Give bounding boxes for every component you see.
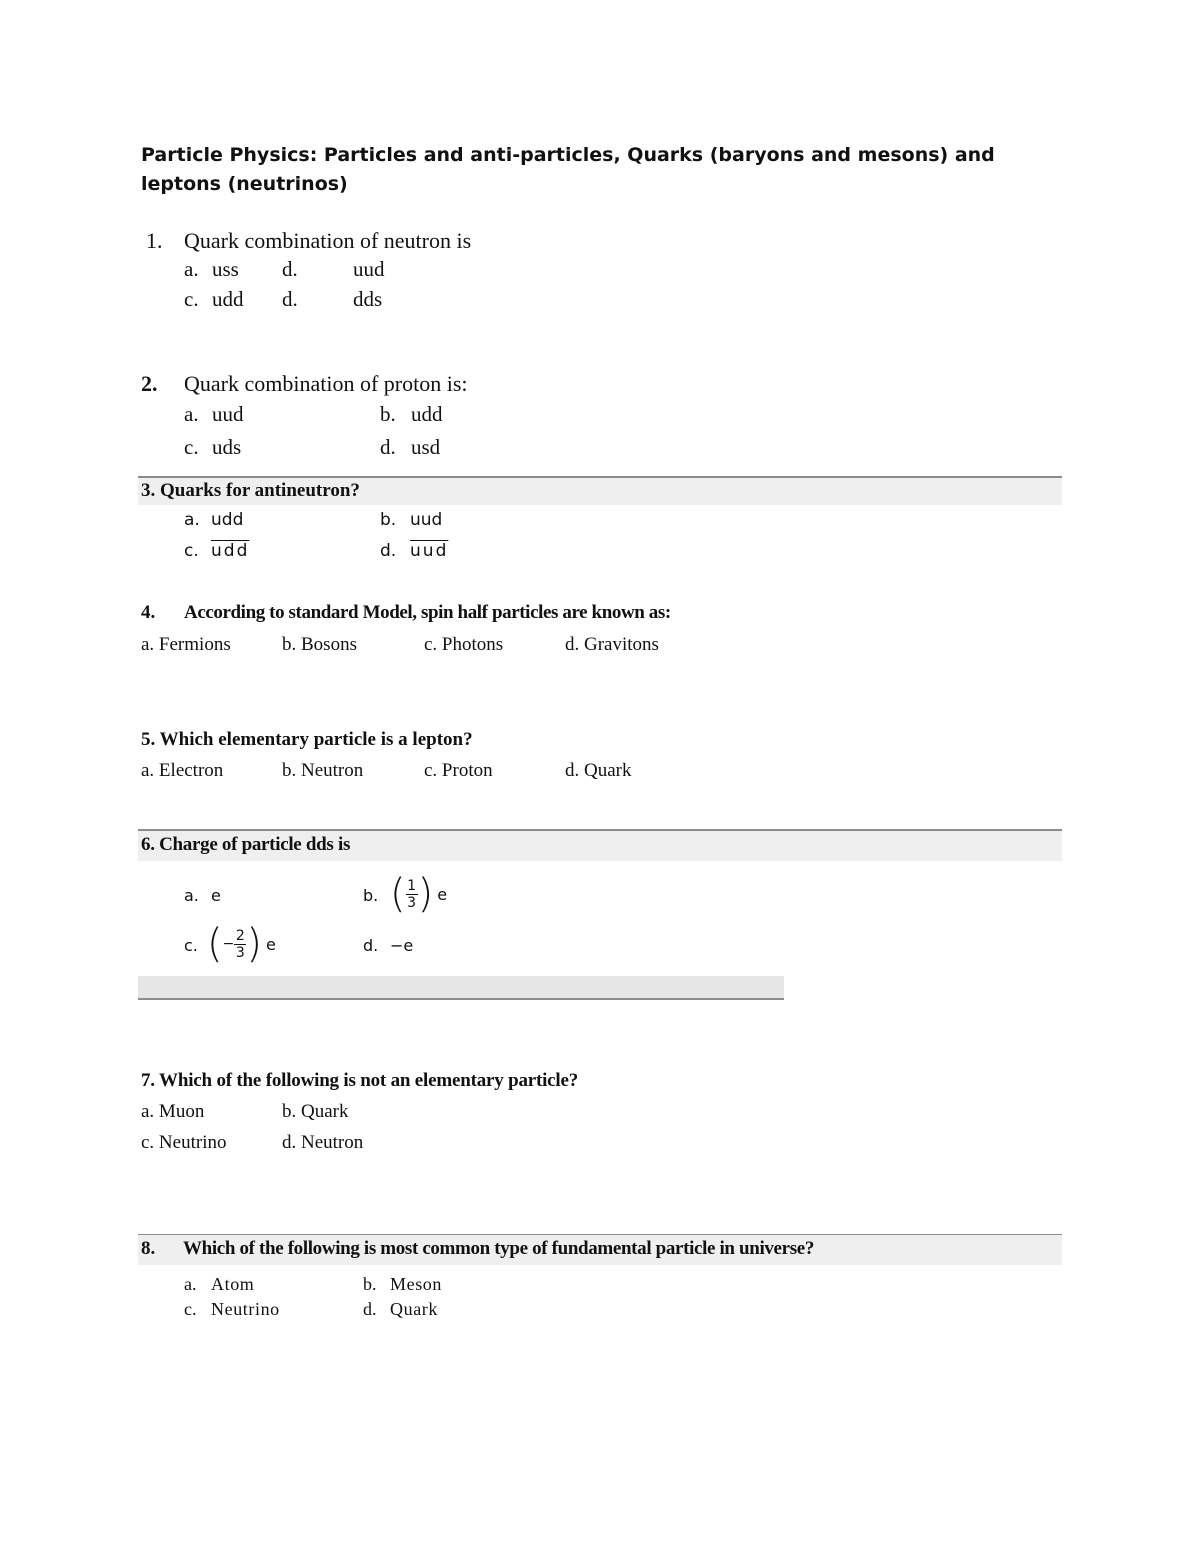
question-text: Quark combination of neutron is [184, 228, 472, 253]
option-a: a. Muon [141, 1101, 205, 1122]
antiquark-symbol: $\overline{u}$ [422, 541, 436, 561]
antiquark-symbol: $\overline{u}$ [211, 541, 224, 561]
question-number: 1. [146, 228, 163, 253]
option-c: ( − $\frac{2}{3}$ ) e [207, 921, 276, 967]
option-label: d. [363, 936, 379, 955]
question-text: 5. Which elementary particle is a lepton? [141, 729, 473, 750]
option-c: c. Neutrino [141, 1132, 227, 1153]
option-label: a. [184, 402, 199, 426]
option-label: b. [380, 402, 396, 426]
option-a: Atom [211, 1274, 255, 1294]
option-d: usd [411, 435, 441, 459]
option-c: uds [212, 435, 242, 459]
option-label: c. [184, 1299, 197, 1319]
option-label: a. [184, 886, 199, 905]
antiquark-symbol: $\overline{d}$ [223, 541, 237, 561]
option-a: a. Fermions [141, 634, 231, 655]
option-b: uud [353, 257, 385, 281]
option-label: a. [184, 257, 199, 281]
page-title: Particle Physics: Particles and anti-particles, Quarks (baryons and mesons) and [141, 144, 995, 166]
option-label: b. [380, 510, 397, 530]
question-text: 6. Charge of particle dds is [141, 834, 351, 855]
option-b: udd [411, 402, 443, 426]
question-number: 2. [141, 371, 158, 396]
option-b: b. Bosons [282, 634, 357, 655]
option-c: udd [212, 287, 244, 311]
option-label: b. [363, 886, 379, 905]
option-label: c. [184, 541, 199, 561]
question-text: Which of the following is most common type of fundamental particle in universe? [183, 1238, 814, 1259]
fraction: $\frac{1}{3}$ [407, 877, 417, 911]
option-label: a. [184, 1274, 197, 1294]
option-a: uss [212, 257, 239, 281]
option-label: d. [363, 1299, 377, 1319]
fraction: $\frac{2}{3}$ [235, 927, 245, 961]
option-d: d. Neutron [282, 1132, 364, 1153]
option-c [211, 541, 249, 561]
question-text: According to standard Model, spin half particles are known as: [184, 602, 671, 623]
option-c: c. Photons [424, 634, 504, 655]
option-label: d. [282, 287, 298, 311]
option-d: d. Gravitons [565, 634, 659, 655]
antiquark-symbol: $\overline{d}$ [236, 541, 250, 561]
option-label: d. [282, 257, 298, 281]
question-text: 3. Quarks for antineutron? [141, 480, 360, 501]
option-c: c. Proton [424, 760, 493, 781]
option-d [410, 541, 448, 561]
option-b: b. Neutron [282, 760, 364, 781]
highlight-bar [138, 976, 784, 998]
option-a: udd [211, 510, 244, 530]
question-number: 4. [141, 602, 156, 623]
option-b: ( $\frac{1}{3}$ ) e [390, 871, 448, 917]
page-title-line-2: leptons (neutrinos) [141, 173, 348, 195]
option-c: Neutrino [211, 1299, 280, 1319]
option-b: uud [410, 510, 443, 530]
divider [138, 998, 784, 1000]
option-d: −e [390, 936, 414, 955]
option-d: d. Quark [565, 760, 632, 781]
option-label: d. [380, 541, 397, 561]
antiquark-symbol: $\overline{d}$ [435, 541, 449, 561]
option-a: e [211, 886, 221, 905]
option-label: c. [184, 287, 199, 311]
antiquark-symbol: $\overline{u}$ [410, 541, 423, 561]
option-label: c. [184, 936, 198, 955]
option-b: Meson [390, 1274, 442, 1294]
option-label: b. [363, 1274, 377, 1294]
option-label: a. [184, 510, 200, 530]
option-b: b. Quark [282, 1101, 349, 1122]
option-label: c. [184, 435, 199, 459]
option-a: uud [212, 402, 244, 426]
option-a: a. Electron [141, 760, 224, 781]
option-d: dds [353, 287, 383, 311]
question-text: 7. Which of the following is not an elementary particle? [141, 1070, 579, 1091]
question-text: Quark combination of proton is: [184, 371, 468, 396]
question-number: 8. [141, 1238, 156, 1259]
option-d: Quark [390, 1299, 438, 1319]
option-label: d. [380, 435, 396, 459]
